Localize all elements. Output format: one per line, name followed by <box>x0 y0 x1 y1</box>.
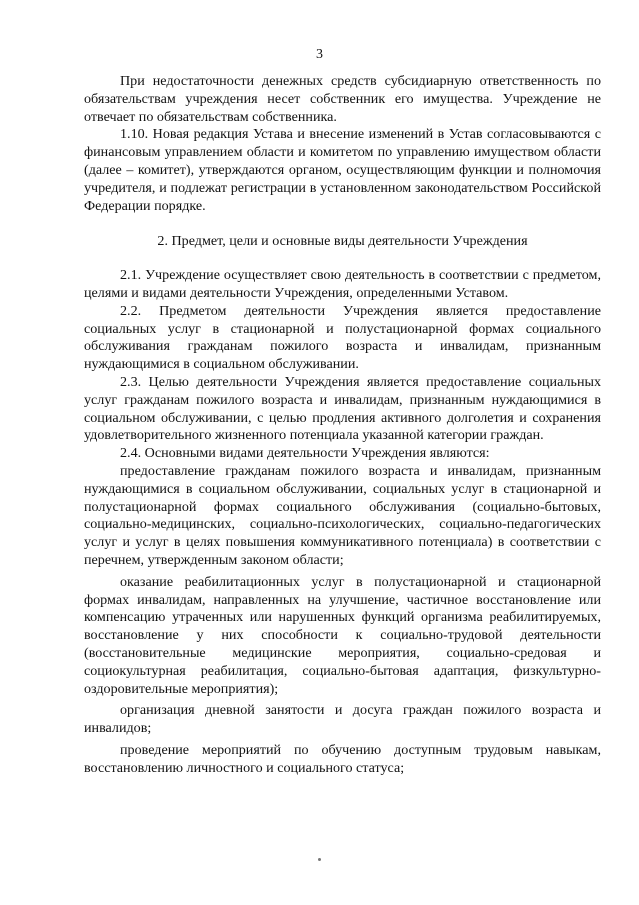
paragraph-2-4: 2.4. Основными видами деятельности Учреждения являются: <box>120 445 490 462</box>
paragraph-1-10: 1.10. Новая редакция Устава и внесение изменений в Устав согласовываются с финансовым управлением области и комитетом по управлению имуществом области (далее – комитет), утверждаются органом, осуществляющим функции и полномочия учредителя, и подлежат регистрации в установленном законодательством Российской Федерации порядке. <box>84 126 601 214</box>
paragraph-2-1: 2.1. Учреждение осуществляет свою деятельность в соответствии с предметом, целями и видами деятельности Учреждения, определенными Уставом. <box>84 267 601 301</box>
activity-item: проведение мероприятий по обучению доступным трудовым навыкам, восстановлению личностного и социального статуса; <box>84 741 601 776</box>
activity-item: предоставление гражданам пожилого возраста и инвалидам, признанным нуждающимися в социальном обслуживании, социальных услуг в стационарной и полустационарной формах социального обслуживания (социально-бытовых, социально-медицинских, социально-психологических, социально-педагогических услуг и услуг в целях повышения коммуникативного потенциала) в соответствии с перечнем, утвержденным законом области; <box>84 462 601 568</box>
page-number: 3 <box>316 47 323 62</box>
activity-item: организация дневной занятости и досуга граждан пожилого возраста и инвалидов; <box>84 702 601 737</box>
paragraph-2-3: 2.3. Целью деятельности Учреждения является предоставление социальных услуг гражданам пожилого возраста и инвалидам, признанным нуждающимися в социальном обслуживании, с целью продления активного долголетия и сохранения удовлетворительного жизненного потенциала указанной категории граждан. <box>84 373 601 444</box>
document-body <box>84 73 601 777</box>
scan-speck <box>318 858 321 861</box>
paragraph-2-2: 2.2. Предметом деятельности Учреждения является предоставление социальных услуг в стационарной и полустационарной формах социального обслуживания гражданам пожилого возраста и инвалидам, признанным нуждающимися в социальном обслуживании. <box>84 302 601 373</box>
section-heading: 2. Предмет, цели и основные виды деятельности Учреждения <box>157 233 528 250</box>
activity-item: оказание реабилитационных услуг в полустационарной и стационарной формах инвалидам, направленных на улучшение, частичное восстановление или компенсацию утраченных или нарушенных функций организма реабилитируемых, восстановление у них способности к социально-трудовой деятельности (восстановительные медицинские мероприятия, социально-средовая и социокультурная реабилитация, социально-бытовая адаптация, физкультурно-оздоровительные мероприятия); <box>84 573 601 697</box>
paragraph-subsidiary-liability: При недостаточности денежных средств субсидиарную ответственность по обязательствам учреждения несет собственник его имущества. Учреждение не отвечает по обязательствам собственника. <box>84 73 601 125</box>
